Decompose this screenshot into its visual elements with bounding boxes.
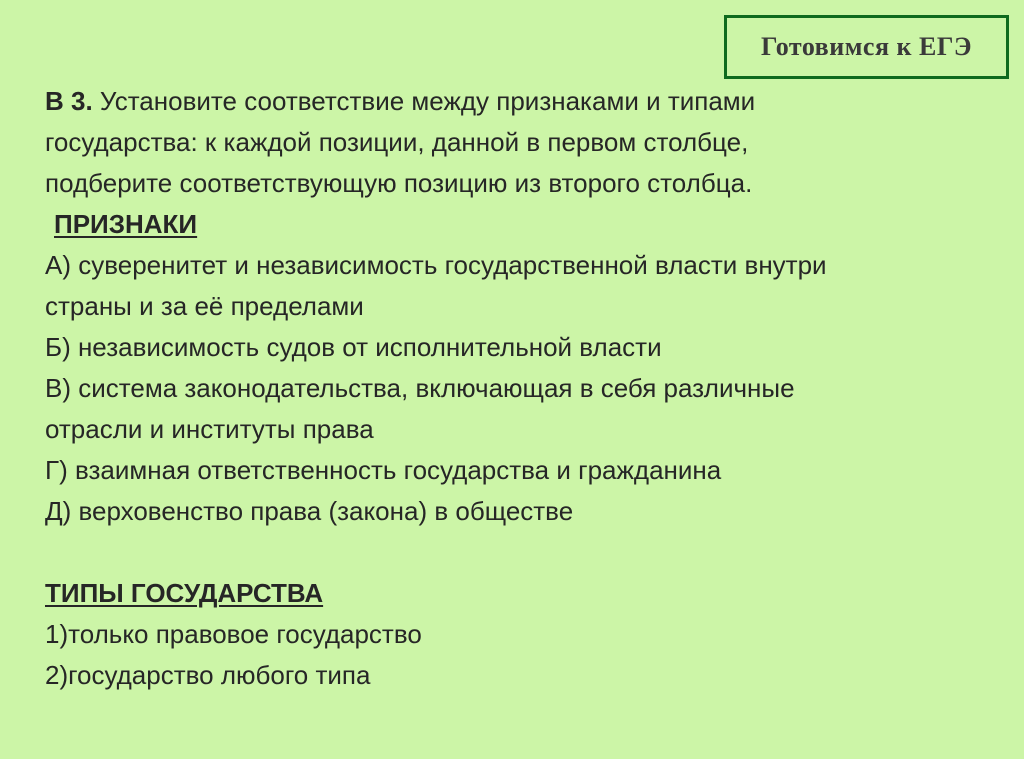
features-heading-line	[45, 204, 1015, 245]
feature-line-5: отрасли и институты права	[45, 414, 374, 444]
feature-line-4: В) система законодательства, включающая в себя различные	[45, 373, 795, 403]
type-line-1: 1)только правовое государство	[45, 619, 422, 649]
task-text-1: Установите соответствие между признаками и типами	[92, 86, 756, 116]
section-gap	[45, 532, 1015, 573]
type-line-2: 2)государство любого типа	[45, 660, 371, 690]
feature-line-1: А) суверенитет и независимость государственной власти внутри	[45, 250, 827, 280]
task-line-2: государства: к каждой позиции, данной в первом столбце,	[45, 127, 749, 157]
task-content	[45, 81, 1015, 696]
task-line-1	[45, 81, 1015, 122]
badge-label: Готовимся к ЕГЭ	[760, 32, 973, 61]
exam-prep-badge	[724, 15, 1009, 79]
feature-line-3: Б) независимость судов от исполнительной власти	[45, 332, 662, 362]
bottom-strip	[0, 759, 1024, 767]
feature-line-7: Д) верховенство права (закона) в обществе	[45, 496, 574, 526]
feature-line-2: страны и за её пределами	[45, 291, 364, 321]
task-line-3: подберите соответствующую позицию из второго столбца.	[45, 168, 753, 198]
types-heading: ТИПЫ ГОСУДАРСТВА	[45, 578, 324, 608]
features-heading: ПРИЗНАКИ	[54, 209, 198, 239]
feature-line-6: Г) взаимная ответственность государства и гражданина	[45, 455, 722, 485]
types-heading-line	[45, 573, 1015, 614]
task-number: В 3.	[45, 86, 93, 116]
